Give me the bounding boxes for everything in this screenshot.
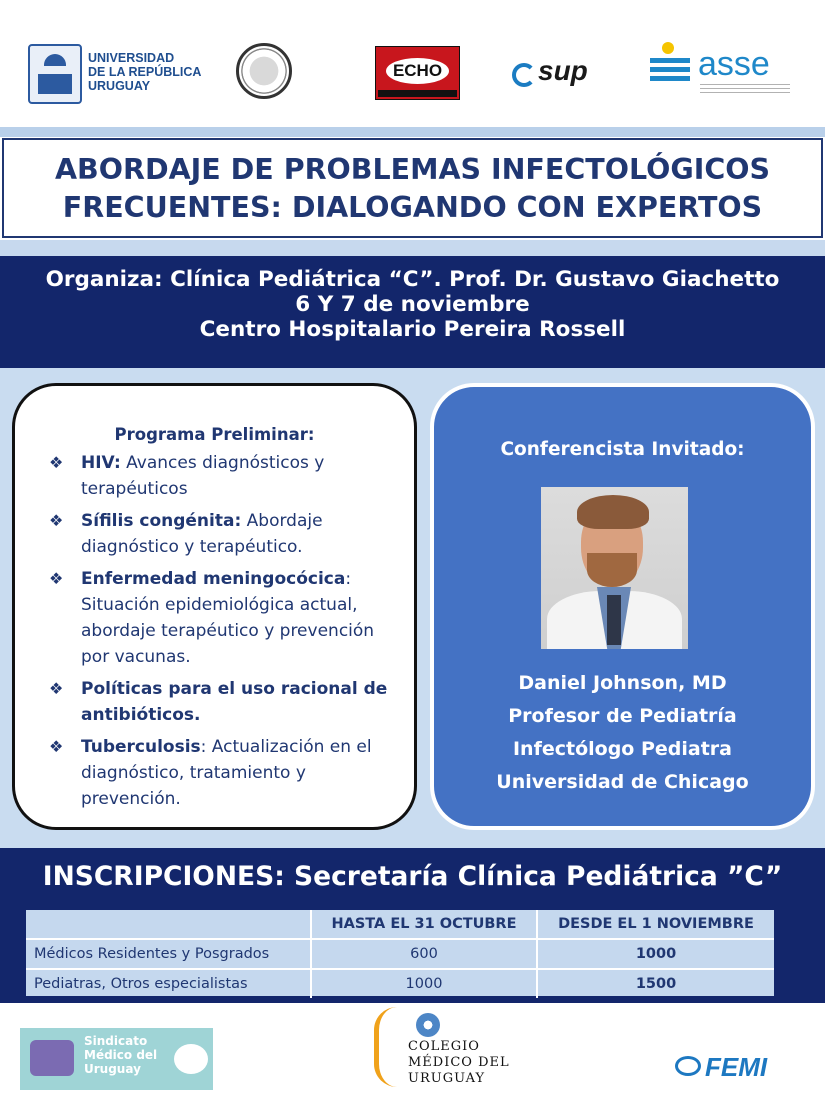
organizer-line: Organiza: Clínica Pediátrica “C”. Prof. Dr. Gustavo Giachetto [45, 267, 780, 292]
sup-swirl-icon [512, 63, 536, 87]
program-panel [12, 383, 417, 830]
event-venue: Centro Hospitalario Pereira Rossell [199, 317, 626, 342]
divider-stripe [0, 240, 825, 256]
smu-badge-icon [30, 1040, 74, 1076]
flower-icon [416, 1013, 440, 1037]
table-row [26, 970, 774, 998]
diamond-bullet-icon: ❖ [49, 679, 64, 698]
diamond-bullet-icon: ❖ [49, 511, 64, 530]
table-cell: Pediatras, Otros especialistas [34, 976, 248, 992]
asse-logo-text: asse [698, 45, 770, 83]
registration-band [0, 848, 825, 1003]
program-heading: Programa Preliminar: [114, 425, 315, 444]
diamond-bullet-icon: ❖ [49, 569, 64, 588]
smu-logo [20, 1028, 213, 1090]
sup-logo [512, 55, 598, 93]
asse-logo [648, 42, 788, 102]
cmu-logo-text: COLEGIO MÉDICO DEL URUGUAY [408, 1039, 510, 1086]
program-item: ❖ Enfermedad meningocócica: Situación epidemiológica actual, abordaje terapéutico y prevención por vacunas. [49, 566, 399, 670]
program-item: ❖ HIV: Avances diagnósticos y terapéuticos [49, 450, 399, 502]
cmu-logo [368, 1005, 528, 1091]
title-line-1: ABORDAJE DE PROBLEMAS INFECTOLÓGICOS [54, 153, 770, 186]
speaker-role: Profesor de Pediatría [508, 705, 737, 727]
event-title [2, 138, 823, 238]
diamond-bullet-icon: ❖ [49, 737, 64, 756]
table-cell: 1000 [536, 940, 774, 968]
table-header-cell [26, 910, 310, 938]
sup-logo-text: sup [538, 55, 588, 86]
echo-logo [375, 46, 460, 100]
speaker-affiliation: Universidad de Chicago [496, 771, 749, 793]
divider-stripe [0, 127, 825, 137]
speaker-panel [430, 383, 815, 830]
speaker-photo [541, 487, 688, 649]
title-line-2: FRECUENTES: DIALOGANDO CON EXPERTOS [62, 191, 763, 224]
speaker-name: Daniel Johnson, MD [518, 672, 727, 694]
program-item: ❖ Tuberculosis: Actualización en el diagnóstico, tratamiento y prevención. [49, 734, 399, 812]
program-item: ❖ Políticas para el uso racional de antibióticos. [49, 676, 399, 728]
table-header-cell: DESDE EL 1 NOVIEMBRE [536, 910, 774, 938]
speaker-info [434, 667, 811, 799]
speaker-heading: Conferencista Invitado: [500, 439, 745, 460]
table-row [26, 940, 774, 968]
table-header-row [26, 910, 774, 938]
program-item: ❖ Sífilis congénita: Abordaje diagnóstico y terapéutico. [49, 508, 399, 560]
program-list [49, 450, 399, 818]
university-crest-icon [28, 44, 82, 104]
speaker-role: Infectólogo Pediatra [512, 738, 732, 760]
diamond-bullet-icon: ❖ [49, 453, 64, 472]
femi-logo-text: FEMI [705, 1052, 768, 1082]
table-cell: 1000 [310, 970, 536, 998]
table-cell: 1500 [536, 970, 774, 998]
table-cell: Médicos Residentes y Posgrados [34, 946, 270, 962]
fee-table [26, 910, 774, 996]
caduceus-icon [374, 1007, 397, 1087]
udelar-logo [28, 44, 203, 102]
udelar-logo-text: UNIVERSIDAD DE LA REPÚBLICA URUGUAY [88, 51, 202, 93]
femi-emblem-icon [675, 1056, 701, 1076]
table-header-cell: HASTA EL 31 OCTUBRE [310, 910, 536, 938]
society-seal-logo [236, 43, 292, 99]
table-cell: 600 [310, 940, 536, 968]
organizer-band [0, 256, 825, 368]
event-dates: 6 Y 7 de noviembre [295, 292, 530, 317]
smu-logo-text: Sindicato Médico del Uruguay [84, 1034, 158, 1076]
echo-logo-text: ECHO [386, 58, 449, 84]
femi-logo [675, 1052, 815, 1082]
sun-icon [662, 42, 674, 54]
registration-title: INSCRIPCIONES: Secretaría Clínica Pediátrica ”C” [42, 861, 783, 892]
